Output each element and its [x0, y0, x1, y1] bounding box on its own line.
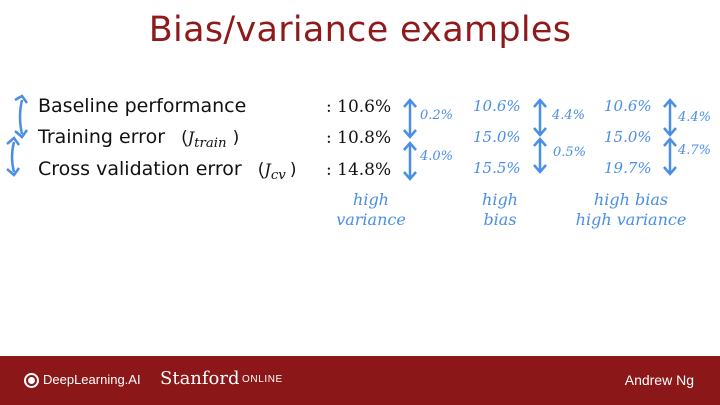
- ex3-train: 15.0%: [604, 128, 652, 146]
- ex1-note: [326, 190, 416, 230]
- paren-open: (: [257, 160, 265, 180]
- paren-close: ): [232, 128, 240, 148]
- ex3-note-line1: high bias: [593, 190, 669, 209]
- ex2-note-line2: bias: [483, 210, 517, 229]
- cv-label-text: Cross validation error: [38, 158, 242, 180]
- stanford-wordmark: Stanford: [160, 368, 240, 389]
- ex2-note-line1: high: [482, 190, 518, 209]
- ex2-cv: 15.5%: [473, 159, 521, 177]
- ex3-arrows: [664, 100, 676, 174]
- left-bracket-arrows: [7, 96, 27, 175]
- ex3-gap2: 4.7%: [678, 143, 712, 158]
- online-label: ONLINE: [242, 374, 283, 385]
- ex3-gap1: 4.4%: [678, 110, 712, 125]
- j-train-symbol: $J_{train}$: [187, 128, 227, 152]
- paren-open: (: [181, 128, 188, 148]
- paren-close: ): [289, 160, 297, 180]
- author-name: Andrew Ng: [624, 372, 694, 388]
- ex1-note-line1: high: [353, 190, 389, 209]
- baseline-label-text: Baseline performance: [38, 95, 247, 117]
- ex2-gap2: 0.5%: [553, 145, 587, 160]
- slide-title: Bias/variance examples: [148, 10, 572, 50]
- ex2-baseline: 10.6%: [473, 97, 521, 115]
- training-value: : 10.8%: [326, 128, 392, 148]
- footer-bar: [0, 356, 720, 405]
- ex1-gap1: 0.2%: [420, 108, 454, 123]
- ex1-gap2: 4.0%: [420, 149, 454, 164]
- left-arrow-upper: [20, 100, 22, 134]
- deeplearning-logo-icon: [24, 373, 39, 388]
- ex2-train: 15.0%: [473, 128, 521, 146]
- left-arrow-lower: [12, 142, 14, 172]
- ex3-baseline: 10.6%: [604, 97, 652, 115]
- j-cv-symbol: $J_{cv}$: [264, 160, 286, 184]
- ex3-cv: 19.7%: [604, 159, 652, 177]
- ex2-gap1: 4.4%: [552, 108, 586, 123]
- ex3-note-line2: high variance: [575, 210, 687, 229]
- deeplearning-brand: DeepLearning.AI: [43, 372, 141, 387]
- baseline-value: : 10.6%: [326, 97, 392, 117]
- cv-value: : 14.8%: [326, 160, 392, 180]
- ex2-arrows: [534, 100, 546, 172]
- ex2-note: [462, 190, 538, 230]
- ex1-note-line2: variance: [336, 210, 406, 229]
- ex3-note: [566, 190, 696, 230]
- training-label-text: Training error: [38, 126, 166, 148]
- ex1-arrows: [404, 100, 416, 179]
